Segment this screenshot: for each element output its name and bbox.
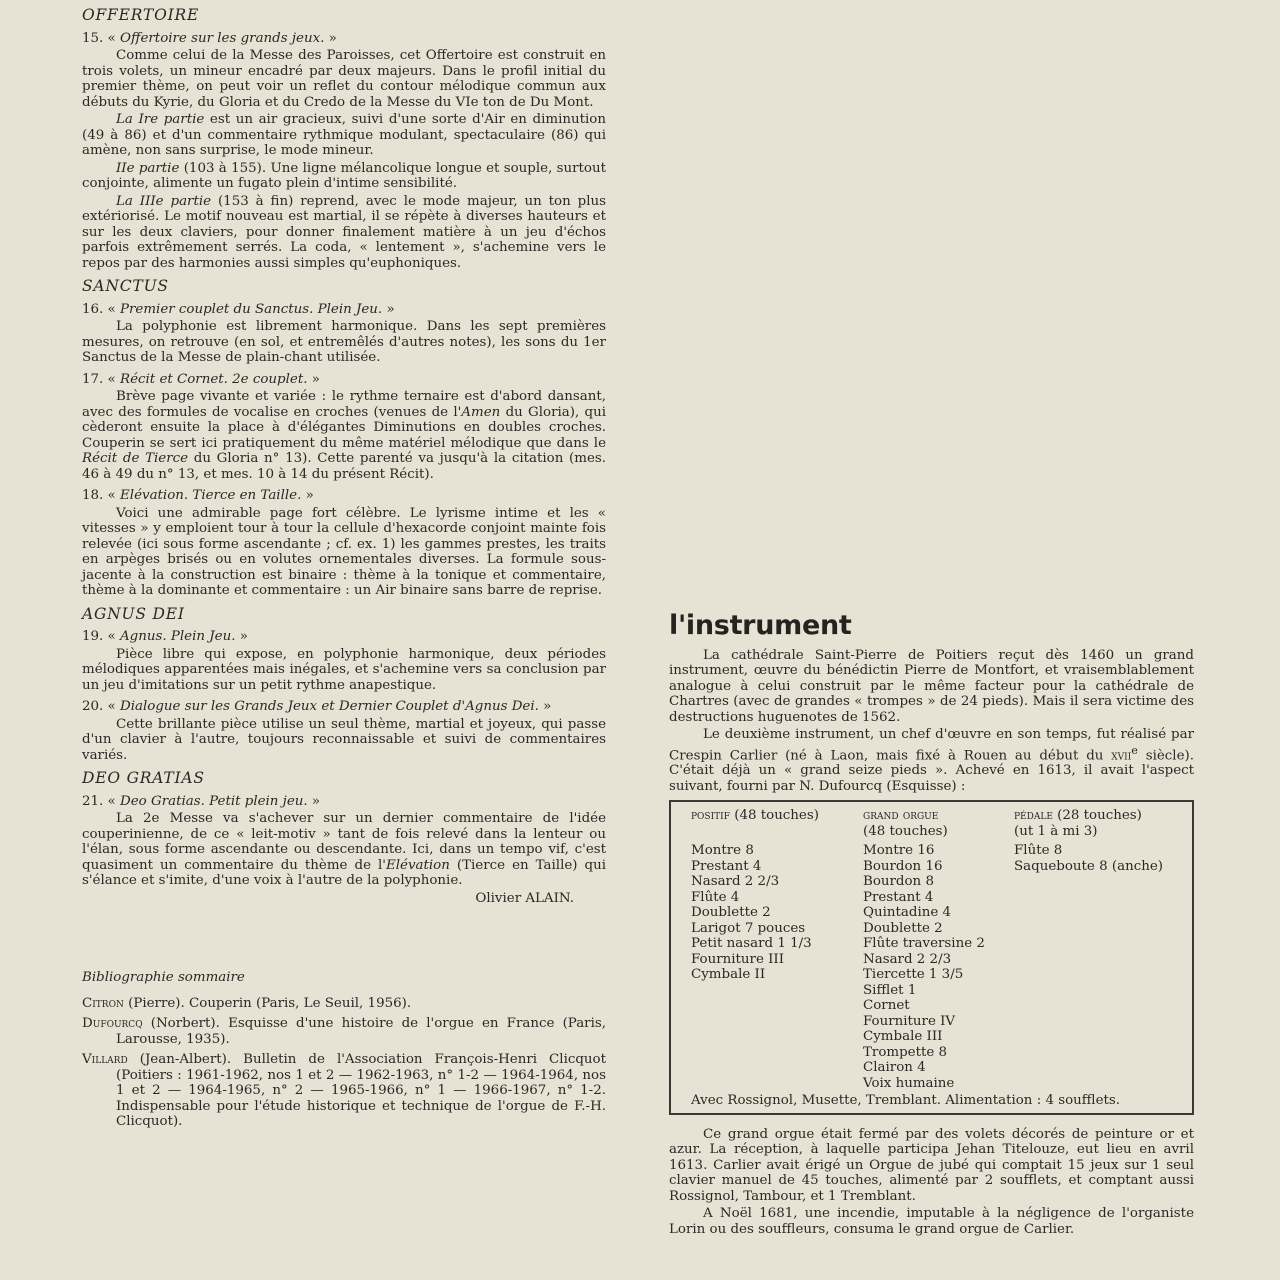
paragraph-text: du Gloria), qui cèderont ensuite la place à d'élégantes Diminutions en doubles croches. Couperin se sert ici pratiquement du même matériel mélodique que dans le: [82, 404, 607, 451]
organ-stop: Nasard 2 2/3: [863, 951, 952, 967]
superscript: e: [1131, 743, 1138, 757]
item-title-text: Elévation. Tierce en Taille.: [120, 488, 302, 503]
author-signature: Olivier ALAIN.: [475, 890, 574, 906]
organ-stop: Trompette 8: [863, 1044, 948, 1060]
item-number: 21. «: [82, 793, 116, 809]
item-close-quote: »: [239, 629, 248, 644]
organ-stop: Tiercette 1 3/5: [863, 967, 964, 983]
section-heading-offertoire: OFFERTOIRE: [82, 6, 200, 24]
paragraph-text: (Tierce en Taille) qui s'élance et s'imite, d'une voix à l'autre de la polyphonie.: [82, 857, 606, 888]
italic-term: Elévation: [385, 857, 450, 873]
italic-term: Amen: [461, 404, 501, 420]
entry-text: (Pierre). Couperin (Paris, Le Seuil, 1956).: [123, 995, 412, 1011]
item-title-text: Deo Gratias. Petit plein jeu.: [120, 793, 308, 809]
section-heading-sanctus: SANCTUS: [82, 277, 169, 295]
bibliography-entry: [82, 1016, 606, 1047]
organ-stop: Sifflet 1: [863, 982, 917, 998]
item-number: 18. «: [82, 488, 116, 503]
item-close-quote: »: [305, 488, 314, 503]
organ-stop: Fourniture III: [691, 951, 785, 967]
organ-stop: Montre 8: [691, 843, 754, 859]
organ-stop: Doublette 2: [863, 920, 943, 936]
item-number: 15. «: [82, 30, 116, 46]
grand-orgue-heading: [863, 808, 1014, 839]
organ-stop: Prestant 4: [691, 858, 762, 874]
item-close-quote: »: [311, 371, 320, 387]
paragraph-text: est un air gracieux, suivi d'une sorte d'Air en diminution (49 à 86) et d'un commentaire rythmique modulant, spectaculaire (86) qui amène, non sans surprise, le mode mineur.: [82, 112, 606, 158]
paragraph-text: (103 à 155). Une ligne mélancolique longue et souple, surtout conjointe, alimente un fugato plein d'intime sensibilité.: [82, 160, 606, 191]
century-numeral: xvii: [1111, 747, 1132, 763]
item-16-title: [82, 302, 606, 318]
author-name: Citron: [82, 995, 124, 1011]
author-name: Dufourcq: [82, 1016, 143, 1031]
paragraph-text: siècle). C'était déjà un « grand seize pieds ». Achevé en 1613, il avait l'aspect suivant, fourni par N. Dufourcq (Esquisse) :: [669, 747, 1194, 794]
part-label: IIe partie: [116, 160, 180, 176]
positif-column: [691, 808, 863, 1091]
paragraph: [82, 811, 606, 889]
left-column: [82, 8, 606, 1135]
organ-stop: Bourdon 8: [863, 874, 934, 890]
paragraph-text: Le deuxième instrument, un chef d'œuvre en son temps, fut réalisé par Crespin Carlier (né à Laon, mais fixé à Rouen au début du: [669, 727, 1194, 763]
paragraph-text: du Gloria n° 13). Cette parenté va jusqu'à la citation (mes. 46 à 49 du n° 13, et mes. 10 à 14 du présent Récit).: [82, 451, 606, 482]
item-close-quote: »: [386, 301, 395, 317]
paragraph: [82, 389, 606, 482]
organ-stop: Flûte 4: [691, 889, 740, 905]
part-label: La IIIe partie: [116, 193, 212, 209]
division-name: grand orgue: [863, 808, 939, 824]
bibliography-heading: Bibliographie sommaire: [82, 970, 245, 985]
item-21-title: [82, 794, 606, 810]
organ-stop: Clairon 4: [863, 1060, 926, 1076]
author-name: Villard: [82, 1052, 128, 1067]
organ-stop: Doublette 2: [691, 905, 771, 921]
item-20-title: [82, 699, 606, 715]
item-close-quote: »: [543, 699, 552, 714]
paragraph: La polyphonie est librement harmonique. Dans les sept premières mesures, on retrouve (en sol, et entremêlés d'autres notes), les sons du 1er Sanctus de la Messe de plain-chant utilisée.: [82, 319, 606, 365]
organ-stop: Quintadine 4: [863, 905, 952, 921]
positif-heading: [691, 808, 863, 839]
grand-orgue-column: [863, 808, 1014, 1091]
paragraph: La cathédrale Saint-Pierre de Poitiers reçut dès 1460 un grand instrument, œuvre du bénédictin Pierre de Montfort, et vraisemblablement analogue à celui construit par le même facteur pour la cathédrale de Chartres (avec de grandes « trompes » de 24 pieds). Mais il sera victime des destructions huguenotes de 1562.: [669, 647, 1194, 725]
paragraph: [669, 727, 1194, 794]
paragraph: [82, 112, 606, 159]
division-name: pédale: [1014, 808, 1053, 824]
paragraph: Comme celui de la Messe des Paroisses, cet Offertoire est construit en trois volets, un mineur encadré par deux majeurs. Dans le profil initial du premier thème, on peut voir un reflet du contour mélodique commun aux débuts du Kyrie, du Gloria et du Credo de la Messe du VIe ton de Du Mont.: [82, 48, 606, 110]
item-title-text: Dialogue sur les Grands Jeux et Dernier Couplet d'Agnus Dei.: [120, 699, 539, 714]
item-title-text: Offertoire sur les grands jeux.: [120, 30, 325, 46]
division-detail: (48 touches): [863, 823, 948, 839]
organ-stop: Prestant 4: [863, 889, 934, 905]
organ-stop: Petit nasard 1 1/3: [691, 936, 812, 952]
section-heading-agnus: AGNUS DEI: [82, 604, 185, 623]
division-detail: (28 touches): [1052, 808, 1142, 824]
organ-footer-note: Avec Rossignol, Musette, Tremblant. Alimentation : 4 soufflets.: [691, 1093, 1121, 1109]
item-number: 19. «: [82, 629, 116, 644]
bibliography-entry: [82, 1052, 606, 1130]
paragraph-text: (153 à fin) reprend, avec le mode majeur, un ton plus extériorisé. Le motif nouveau est martial, il se répète à diverses hauteurs et sur les deux claviers, pour donner finalement matière à un jeu d'échos parfois extrêmement serrés. La coda, « lentement », s'achemine vers le repos par des harmonies aussi simples qu'euphoniques.: [82, 193, 606, 271]
pedale-heading: [1014, 808, 1172, 839]
entry-text: (Jean-Albert). Bulletin de l'Association François-Henri Clicquot (Poitiers : 1961-1962, nos 1 et 2 — 1962-1963, n° 1-2 — 1964-1964, nos 1 et 2 — 1964-1965, n° 2 — 1965-1966, n° 1 — 1966-1967, n° 1-2. Indispensable pour l'étude historique et technique de l'orgue de F.-H. Clicquot).: [116, 1052, 606, 1129]
item-title-text: Agnus. Plein Jeu.: [120, 629, 236, 644]
paragraph-text: Brève page vivante et variée : le rythme ternaire est d'abord dansant, avec des formules de vocalise en croches (venues de l': [82, 389, 606, 420]
paragraph: Voici une admirable page fort célèbre. Le lyrisme intime et les « vitesses » y emploient tour à tour la cellule d'hexacorde conjoint mainte fois relevée (ici sous forme ascendante ; cf. ex. 1) les gammes prestes, les traits en arpèges brisés ou en volutes ornementales diverses. La formule sous-jacente à la construction est binaire : thème à la tonique et commentaire, thème à la dominante et commentaire : un Air binaire sans barre de reprise.: [82, 505, 606, 598]
organ-stop: Larigot 7 pouces: [691, 920, 806, 936]
item-close-quote: »: [311, 793, 321, 809]
entry-text: (Norbert). Esquisse d'une histoire de l'orgue en France (Paris, Larousse, 1935).: [116, 1016, 606, 1047]
item-19-title: [82, 629, 606, 645]
right-column: [669, 610, 1194, 1243]
item-18-title: [82, 488, 606, 504]
organ-stop: Montre 16: [863, 843, 935, 859]
organ-stop: Voix humaine: [863, 1075, 955, 1091]
item-number: 17. «: [82, 371, 116, 387]
division-range: (ut 1 à mi 3): [1014, 823, 1098, 839]
part-label: La Ire partie: [116, 112, 205, 127]
organ-stop: Fourniture IV: [863, 1013, 956, 1029]
organ-stop: Flûte 8: [1014, 843, 1063, 859]
item-17-title: [82, 372, 606, 388]
item-number: 20. «: [82, 699, 116, 714]
paragraph: A Noël 1681, une incendie, imputable à la négligence de l'organiste Lorin ou des souffleurs, consuma le grand orgue de Carlier.: [669, 1206, 1194, 1237]
item-close-quote: »: [328, 30, 337, 46]
organ-columns: [691, 808, 1172, 1091]
italic-term: Récit de Tierce: [82, 451, 189, 466]
organ-stop: Cymbale II: [691, 967, 766, 983]
organ-stop: Cornet: [863, 998, 910, 1014]
item-number: 16. «: [82, 301, 116, 317]
section-title-instrument: l'instrument: [669, 610, 852, 641]
division-name: positif: [691, 808, 730, 824]
paragraph-text: La 2e Messe va s'achever sur un dernier commentaire de l'idée couperinienne, de ce « leit-motiv » tant de fois relevé dans la lenteur ou l'élan, sous forme ascendante ou descendante. Ici, dans un tempo vif, c'est quasiment un commentaire du thème de l': [82, 811, 606, 873]
division-detail: (48 touches): [729, 808, 819, 824]
item-title-text: Récit et Cornet. 2e couplet.: [120, 371, 308, 387]
paragraph: [82, 161, 606, 192]
organ-stop: Flûte traversine 2: [863, 936, 985, 952]
item-15-title: [82, 31, 606, 47]
organ-specification-box: [669, 800, 1194, 1115]
section-heading-deo-gratias: DEO GRATIAS: [82, 769, 205, 787]
item-title-text: Premier couplet du Sanctus. Plein Jeu.: [120, 301, 383, 317]
paragraph: Cette brillante pièce utilise un seul thème, martial et joyeux, qui passe d'un clavier à l'autre, toujours reconnaissable et suivi de commentaires variés.: [82, 716, 606, 763]
organ-stop: Bourdon 16: [863, 858, 943, 874]
paragraph: Ce grand orgue était fermé par des volets décorés de peinture or et azur. La réception, à laquelle participa Jehan Titelouze, eut lieu en avril 1613. Carlier avait érigé un Orgue de jubé qui comptait 15 jeux sur 1 seul clavier manuel de 45 touches, alimenté par 2 soufflets, et comptant aussi Rossignol, Tambour, et 1 Tremblant.: [669, 1126, 1194, 1204]
organ-stop: Saqueboute 8 (anche): [1014, 858, 1163, 874]
pedale-column: [1014, 808, 1172, 1091]
organ-stop: Nasard 2 2/3: [691, 874, 780, 890]
organ-stop: Cymbale III: [863, 1029, 943, 1045]
bibliography-entry: [82, 996, 606, 1012]
paragraph: [82, 194, 606, 272]
paragraph: Pièce libre qui expose, en polyphonie harmonique, deux périodes mélodiques apparentées mais inégales, et s'achemine vers sa conclusion par un jeu d'imitations sur un petit rythme anapestique.: [82, 646, 606, 693]
